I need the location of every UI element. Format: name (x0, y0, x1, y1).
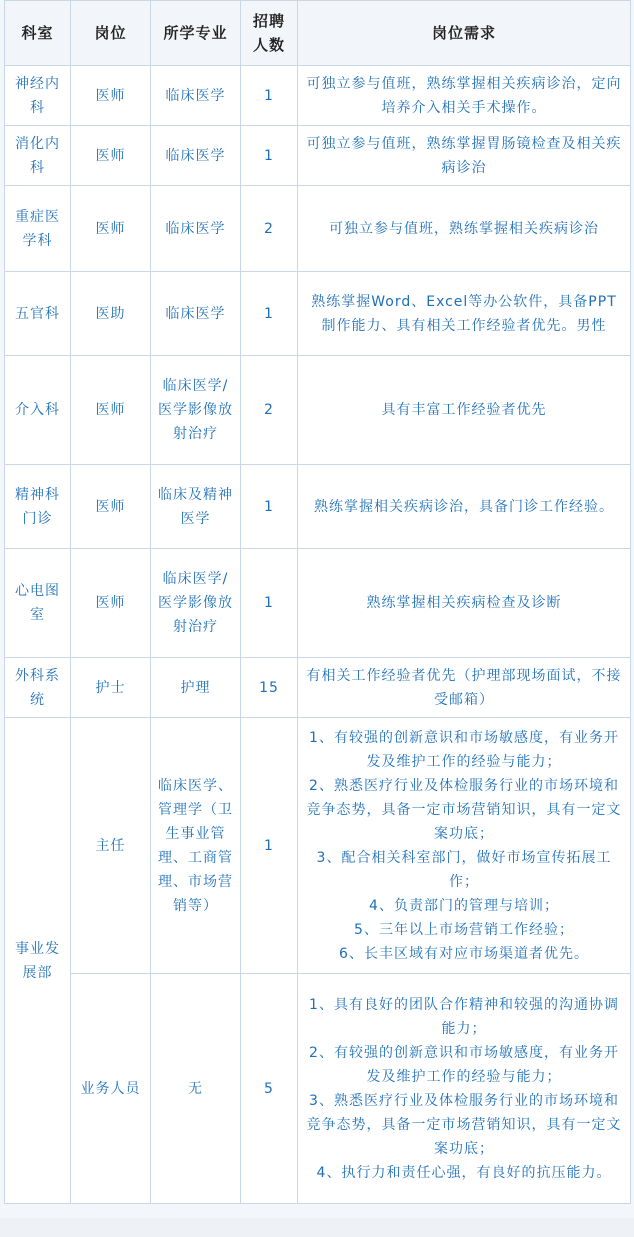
cell-dept: 神经内科 (5, 66, 71, 126)
header-dept: 科室 (5, 1, 71, 66)
requirement-line: 6、长丰区域有对应市场渠道者优先。 (339, 945, 589, 962)
cell-count: 1 (241, 272, 298, 356)
table-row (5, 126, 631, 186)
table-header-row (5, 1, 631, 66)
cell-dept: 心电图室 (5, 549, 71, 658)
header-requirements: 岗位需求 (298, 1, 631, 66)
cell-major: 临床医学/医学影像放射治疗 (151, 356, 241, 465)
cell-position: 医师 (71, 549, 151, 658)
cell-requirements: 可独立参与值班，熟练掌握相关疾病诊治 (298, 186, 631, 272)
header-count: 招聘人数 (241, 1, 298, 66)
cell-requirements: 具有丰富工作经验者优先 (298, 356, 631, 465)
cell-requirements (298, 974, 631, 1204)
cell-dept: 消化内科 (5, 126, 71, 186)
cell-position: 业务人员 (71, 974, 151, 1204)
cell-requirements: 可独立参与值班，熟练掌握胃肠镜检查及相关疾病诊治 (298, 126, 631, 186)
cell-position: 医师 (71, 356, 151, 465)
requirement-line: 1、具有良好的团队合作精神和较强的沟通协调能力； (309, 996, 619, 1037)
requirement-line: 4、负责部门的管理与培训； (369, 897, 559, 914)
cell-dept: 外科系统 (5, 658, 71, 718)
table-row (5, 974, 631, 1204)
header-position: 岗位 (71, 1, 151, 66)
table-row (5, 356, 631, 465)
cell-position: 医师 (71, 126, 151, 186)
cell-count: 1 (241, 66, 298, 126)
cell-requirements: 可独立参与值班，熟练掌握相关疾病诊治，定向培养介入相关手术操作。 (298, 66, 631, 126)
cell-count: 2 (241, 356, 298, 465)
cell-count: 1 (241, 126, 298, 186)
cell-requirements: 有相关工作经验者优先（护理部现场面试，不接受邮箱） (298, 658, 631, 718)
cell-requirements: 熟练掌握相关疾病检查及诊断 (298, 549, 631, 658)
table-row (5, 658, 631, 718)
cell-dept: 重症医学科 (5, 186, 71, 272)
cell-major: 临床医学 (151, 66, 241, 126)
cell-major: 无 (151, 974, 241, 1204)
table-row (5, 272, 631, 356)
requirement-line: 2、熟悉医疗行业及体检服务行业的市场环境和竞争态势，具备一定市场营销知识，具有一定文案功底； (306, 777, 622, 842)
requirement-line: 5、三年以上市场营销工作经验； (354, 921, 574, 938)
cell-dept: 五官科 (5, 272, 71, 356)
table-row (5, 465, 631, 549)
cell-major: 临床医学 (151, 272, 241, 356)
header-major: 所学专业 (151, 1, 241, 66)
cell-requirements: 熟练掌握相关疾病诊治，具备门诊工作经验。 (298, 465, 631, 549)
table-row (5, 186, 631, 272)
requirement-line: 2、有较强的创新意识和市场敏感度，有业务开发及维护工作的经验与能力； (309, 1044, 619, 1085)
cell-major: 临床医学 (151, 186, 241, 272)
cell-position: 医师 (71, 66, 151, 126)
cell-major: 临床医学/医学影像放射治疗 (151, 549, 241, 658)
cell-position: 护士 (71, 658, 151, 718)
page-footer-strip (0, 1218, 634, 1237)
requirement-line: 1、有较强的创新意识和市场敏感度，有业务开发及维护工作的经验与能力； (309, 729, 619, 770)
cell-requirements (298, 718, 631, 974)
requirement-line: 3、配合相关科室部门，做好市场宣传拓展工作； (316, 849, 612, 890)
cell-dept: 精神科门诊 (5, 465, 71, 549)
cell-position: 医助 (71, 272, 151, 356)
table-row (5, 66, 631, 126)
cell-position: 医师 (71, 186, 151, 272)
cell-count: 15 (241, 658, 298, 718)
cell-major: 临床医学、管理学（卫生事业管理、工商管理、市场营销等） (151, 718, 241, 974)
cell-count: 2 (241, 186, 298, 272)
cell-requirements: 熟练掌握Word、Excel等办公软件，具备PPT制作能力、具有相关工作经验者优先。男性 (298, 272, 631, 356)
table-row (5, 718, 631, 974)
cell-dept: 介入科 (5, 356, 71, 465)
cell-count: 5 (241, 974, 298, 1204)
cell-dept: 事业发展部 (5, 718, 71, 1204)
requirement-line: 4、执行力和责任心强，有良好的抗压能力。 (316, 1164, 612, 1181)
cell-count: 1 (241, 549, 298, 658)
cell-major: 护理 (151, 658, 241, 718)
requirement-line: 3、熟悉医疗行业及体检服务行业的市场环境和竞争态势，具备一定市场营销知识，具有一定文案功底； (306, 1092, 622, 1157)
cell-count: 1 (241, 465, 298, 549)
cell-position: 医师 (71, 465, 151, 549)
cell-major: 临床及精神医学 (151, 465, 241, 549)
table-row (5, 549, 631, 658)
recruitment-table (4, 0, 631, 1204)
cell-major: 临床医学 (151, 126, 241, 186)
cell-position: 主任 (71, 718, 151, 974)
cell-count: 1 (241, 718, 298, 974)
